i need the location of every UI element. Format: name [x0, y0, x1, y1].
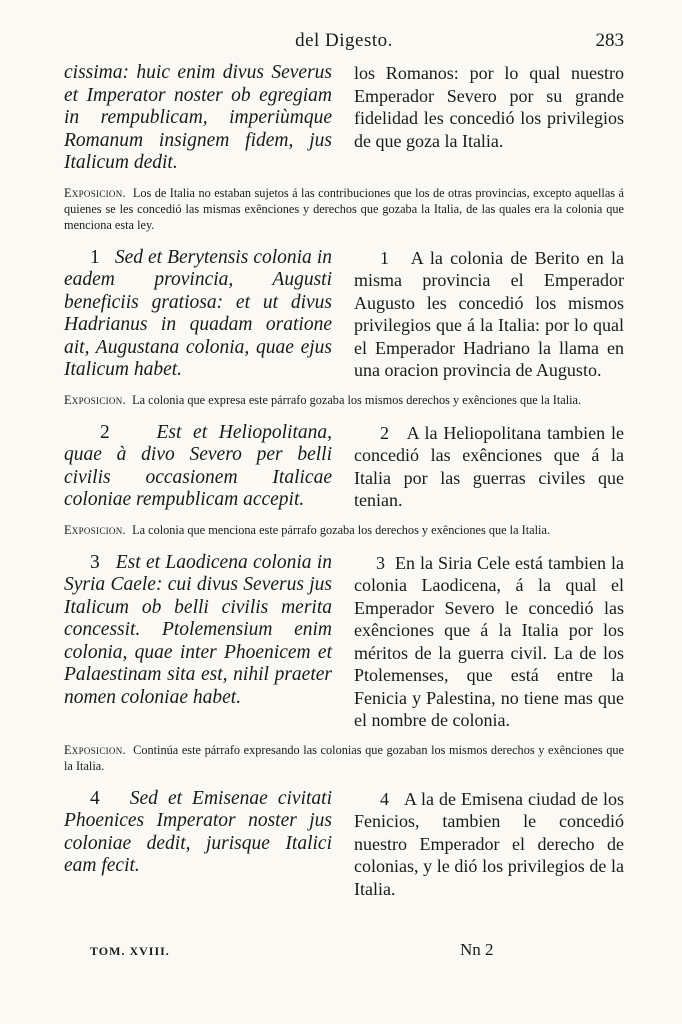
- paragraph-number: 4: [90, 787, 100, 809]
- volume-label: TOM. XVIII.: [90, 944, 170, 958]
- exposicion-heading: Exposicion.: [64, 392, 126, 407]
- page-header: [64, 30, 624, 62]
- latin-column: [64, 422, 332, 512]
- spanish-text: En la Siria Cele está tambien la colonia Laodicena, á la qual el Emperador Severo le concedió las exênciones que á la Italia por los méritos de la guerra civil. La de los Ptolemenses, que está entre la Fenicia y Palestina, no tiene mas que el nombre de colonia.: [354, 552, 624, 730]
- page-footer: [64, 940, 624, 964]
- exposicion-note: [64, 742, 624, 774]
- latin-column: [64, 62, 332, 175]
- latin-column: [64, 788, 332, 901]
- exposicion-text: La colonia que expresa este párrafo gozaba los mismos derechos y exênciones que la Italia.: [132, 392, 582, 407]
- latin-text: Est et Heliopolitana, quae à divo Severo per belli civilis occasionem Italicae coloniae rempublicam accepit.: [64, 421, 332, 510]
- exposicion-text: La colonia que menciona este párrafo gozaba los derechos y exênciones que la Italia.: [132, 522, 550, 537]
- paragraph-number: 3: [90, 551, 100, 573]
- latin-text: Est et Laodicena colonia in Syria Caele: cui divus Severus jus Italicum ob belli civilis merita concessit. Ptolemensium enim colonia, quae inter Phoenicem et Palaestinam sita est, nihil praeter nomen coloniae habet.: [64, 551, 333, 708]
- spanish-text: A la colonia de Berito en la misma provincia el Emperador Augusto les concedió los mismos privilegios que á la Italia: por lo qual el Emperador Hadriano la llama en una oracion provincia de Augusto.: [354, 247, 624, 380]
- page: [64, 30, 624, 959]
- page-number: 283: [595, 30, 624, 51]
- parallel-text-block: [64, 788, 624, 901]
- parallel-text-block: [64, 552, 624, 732]
- signature-mark: Nn 2: [460, 940, 494, 959]
- spanish-text: los Romanos: por lo qual nuestro Emperador Severo por su grande fidelidad les concedió los privilegios de que goza la Italia.: [354, 63, 624, 151]
- latin-column: [64, 247, 332, 382]
- paragraph-number: 1: [380, 247, 389, 268]
- exposicion-heading: Exposicion.: [64, 522, 126, 537]
- exposicion-heading: Exposicion.: [64, 742, 126, 757]
- paragraph-number: 2: [100, 421, 110, 443]
- latin-text: cissima: huic enim divus Severus et Imperator noster ob egregiam in rempublicam, imperiùmque Romanum insignem fidem, jus Italicum dedit.: [64, 62, 332, 173]
- latin-column: [64, 552, 332, 732]
- exposicion-text: Los de Italia no estaban sujetos á las contribuciones que los de otras provincias, excepto aquellas á quienes se les concedió las mismas exênciones y derechos que gozaba la Italia, de las quales era la colonia que menciona esta ley.: [64, 185, 624, 232]
- spanish-text: A la de Emisena ciudad de los Fenicios, tambien le concedió nuestro Emperador el derecho de colonias, y le dió los privilegios de la Italia.: [354, 788, 624, 899]
- spanish-column: [354, 552, 624, 732]
- exposicion-text: Continúa este párrafo expresando las colonias que gozaban los mismos derechos y exênciones que la Italia.: [64, 742, 624, 773]
- latin-text: Sed et Emisenae civitati Phoenices Imperator noster jus coloniae dedit, jurisque Italici eam fecit.: [64, 787, 332, 876]
- spanish-text: A la Heliopolitana tambien le concedió las exênciones que á la Italia por las guerras civiles que tenian.: [354, 422, 624, 510]
- spanish-column: [354, 62, 624, 175]
- latin-text: Sed et Berytensis colonia in eadem provincia, Augusti beneficiis gratiosa: et ut divus Hadrianus in quadam oratione ait, Augustana colonia, quae ejus Italicum habet.: [64, 246, 332, 380]
- parallel-text-block: [64, 62, 624, 175]
- exposicion-note: [64, 522, 624, 538]
- parallel-text-block: [64, 422, 624, 512]
- paragraph-number: 4: [380, 788, 389, 809]
- spanish-column: [354, 247, 624, 382]
- parallel-text-block: [64, 247, 624, 382]
- paragraph-number: 1: [90, 246, 100, 268]
- spanish-column: [354, 422, 624, 512]
- spanish-column: [354, 788, 624, 901]
- exposicion-heading: Exposicion.: [64, 185, 126, 200]
- running-title: del Digesto.: [295, 30, 393, 51]
- paragraph-number: 3: [376, 552, 385, 573]
- paragraph-number: 2: [380, 422, 389, 443]
- exposicion-note: [64, 185, 624, 233]
- exposicion-note: [64, 392, 624, 408]
